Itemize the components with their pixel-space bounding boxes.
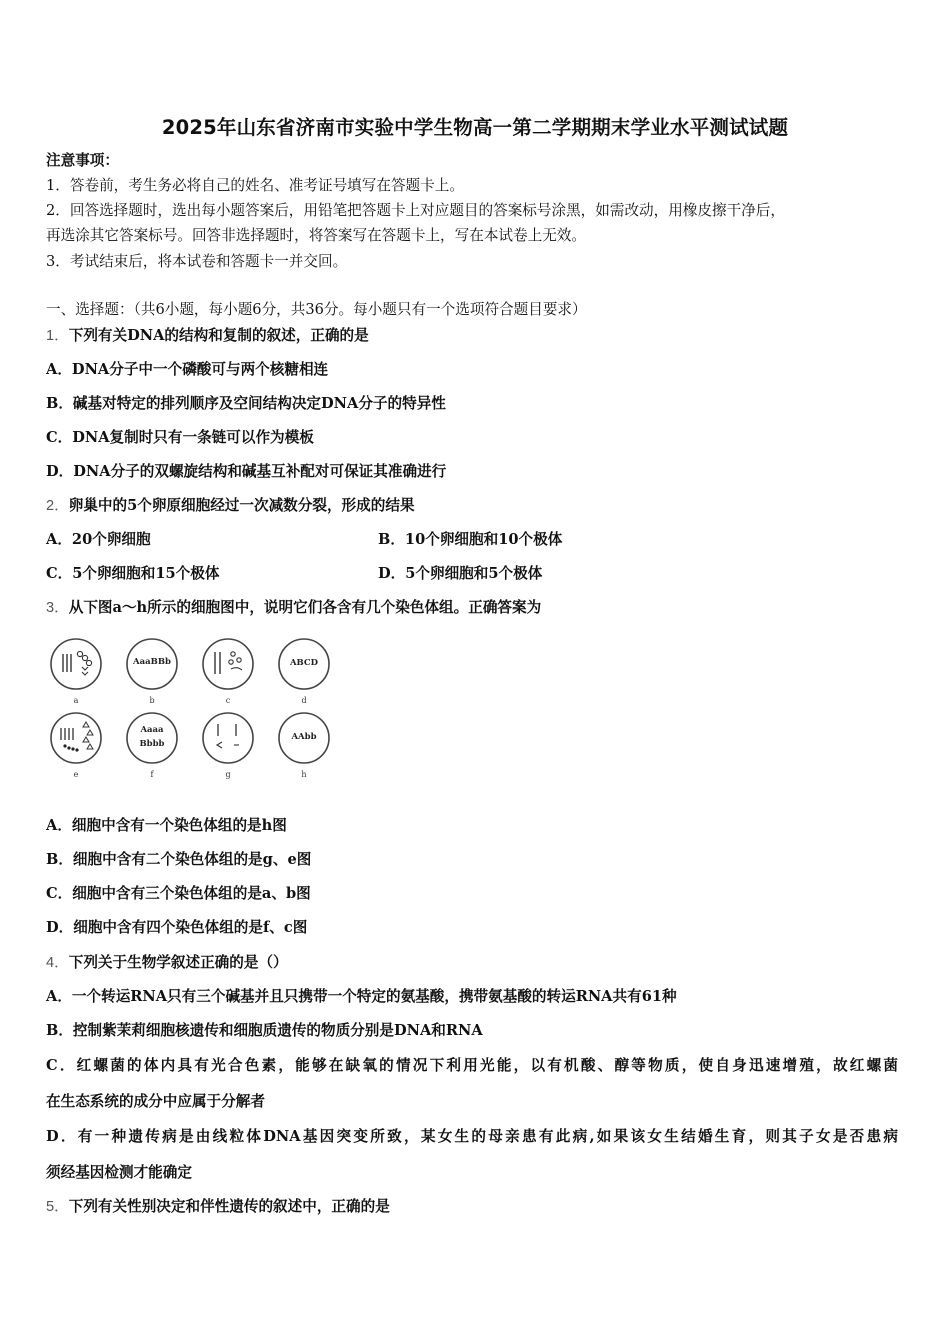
q4-option-b: B．控制紫茉莉细胞核遗传和细胞质遗传的物质分别是DNA和RNA [46, 1022, 483, 1039]
q2-option-c: C．5个卵细胞和15个极体 [46, 565, 220, 582]
q1-option-a: A．DNA分子中一个磷酸可与两个核糖相连 [46, 361, 329, 378]
q3-option-c: C．细胞中含有三个染色体组的是a、b图 [46, 885, 311, 902]
q3-option-b: B．细胞中含有二个染色体组的是g、e图 [46, 851, 312, 868]
cell-d-genotype: ABCD [289, 658, 319, 668]
question-3 [46, 598, 541, 618]
cell-e-drawing [48, 710, 104, 766]
q4-option-c-line-1: C．红螺菌的体内具有光合色素，能够在缺氧的情况下利用光能，以有机酸、醇等物质，使自身迅速增殖，故红螺菌 [46, 1057, 898, 1074]
cell-b-genotype: AaaBBb [133, 657, 171, 667]
question-4 [46, 953, 288, 973]
notice-heading: 注意事项： [46, 152, 119, 169]
cell-a-drawing [48, 636, 104, 692]
cell-b-label: b [149, 696, 155, 705]
page-title: 2025年山东省济南市实验中学生物高一第二学期期末学业水平测试试题 [161, 116, 789, 139]
question-3-stem: 从下图a～h所示的细胞图中，说明它们各含有几个染色体组。正确答案为 [68, 599, 542, 616]
cell-c-label: c [225, 696, 231, 705]
cell-f [124, 710, 180, 766]
cell-e-label: e [73, 770, 79, 779]
cell-figure [44, 634, 344, 784]
q2-option-b: B．10个卵细胞和10个极体 [378, 531, 563, 548]
q4-option-d-line-2: 须经基因检测才能确定 [46, 1164, 192, 1181]
question-5-stem: 下列有关性别决定和伴性遗传的叙述中，正确的是 [68, 1198, 390, 1215]
question-5 [46, 1197, 390, 1217]
cell-f-label: f [150, 770, 154, 779]
q4-option-c-line-2: 在生态系统的成分中应属于分解者 [46, 1093, 265, 1110]
q1-option-c: C．DNA复制时只有一条链可以作为模板 [46, 429, 314, 446]
q4-option-a: A．一个转运RNA只有三个碱基并且只携带一个特定的氨基酸，携带氨基酸的转运RNA共有61种 [46, 988, 677, 1005]
section-heading: 一、选择题：（共6小题，每小题6分，共36分。每小题只有一个选项符合题目要求） [46, 301, 587, 318]
question-2-number: 2． [46, 498, 69, 514]
cell-f-genotype-1: Aaaa [140, 725, 164, 735]
cell-g-drawing [200, 710, 256, 766]
notice-item-3: 3．考试结束后，将本试卷和答题卡一并交回。 [46, 253, 348, 270]
q1-option-d: D．DNA分子的双螺旋结构和碱基互补配对可保证其准确进行 [46, 463, 447, 480]
question-5-number: 5． [46, 1199, 69, 1215]
q2-option-a: A．20个卵细胞 [46, 531, 151, 548]
cell-c [200, 636, 256, 692]
cell-a-label: a [73, 696, 79, 705]
cell-c-drawing [200, 636, 256, 692]
notice-item-2-line-1: 2．回答选择题时，选出每小题答案后，用铅笔把答题卡上对应题目的答案标号涂黑，如需改动，用橡皮擦干净后， [46, 202, 785, 219]
cell-d [276, 636, 332, 692]
cell-h-genotype: AAbb [291, 732, 317, 742]
cell-h [276, 710, 332, 766]
cell-g [200, 710, 256, 766]
question-1-stem: 下列有关DNA的结构和复制的叙述，正确的是 [68, 327, 369, 344]
q3-option-a: A．细胞中含有一个染色体组的是h图 [46, 817, 287, 834]
question-2 [46, 496, 415, 516]
cell-b [124, 636, 180, 692]
question-4-stem: 下列关于生物学叙述正确的是（） [68, 954, 288, 971]
question-1 [46, 326, 369, 346]
q1-option-b: B．碱基对特定的排列顺序及空间结构决定DNA分子的特异性 [46, 395, 446, 412]
cell-a [48, 636, 104, 692]
cell-f-drawing [124, 710, 180, 766]
question-3-number: 3． [46, 600, 69, 616]
cell-f-genotype-2: Bbbb [139, 739, 165, 749]
question-1-number: 1． [46, 328, 69, 344]
cell-g-label: g [225, 770, 231, 779]
q4-option-d-line-1: D．有一种遗传病是由线粒体DNA基因突变所致，某女生的母亲患有此病,如果该女生结婚生育，则其子女是否患病 [46, 1128, 898, 1145]
cell-d-label: d [301, 696, 307, 705]
cell-h-label: h [301, 770, 307, 779]
question-2-stem: 卵巢中的5个卵原细胞经过一次减数分裂，形成的结果 [68, 497, 415, 514]
cell-e [48, 710, 104, 766]
q3-option-d: D．细胞中含有四个染色体组的是f、c图 [46, 919, 308, 936]
notice-item-1: 1．答卷前，考生务必将自己的姓名、准考证号填写在答题卡上。 [46, 177, 464, 194]
question-4-number: 4． [46, 955, 69, 971]
q2-option-d: D．5个卵细胞和5个极体 [378, 565, 543, 582]
notice-item-2-line-2: 再选涂其它答案标号。回答非选择题时，将答案写在答题卡上，写在本试卷上无效。 [46, 227, 586, 244]
